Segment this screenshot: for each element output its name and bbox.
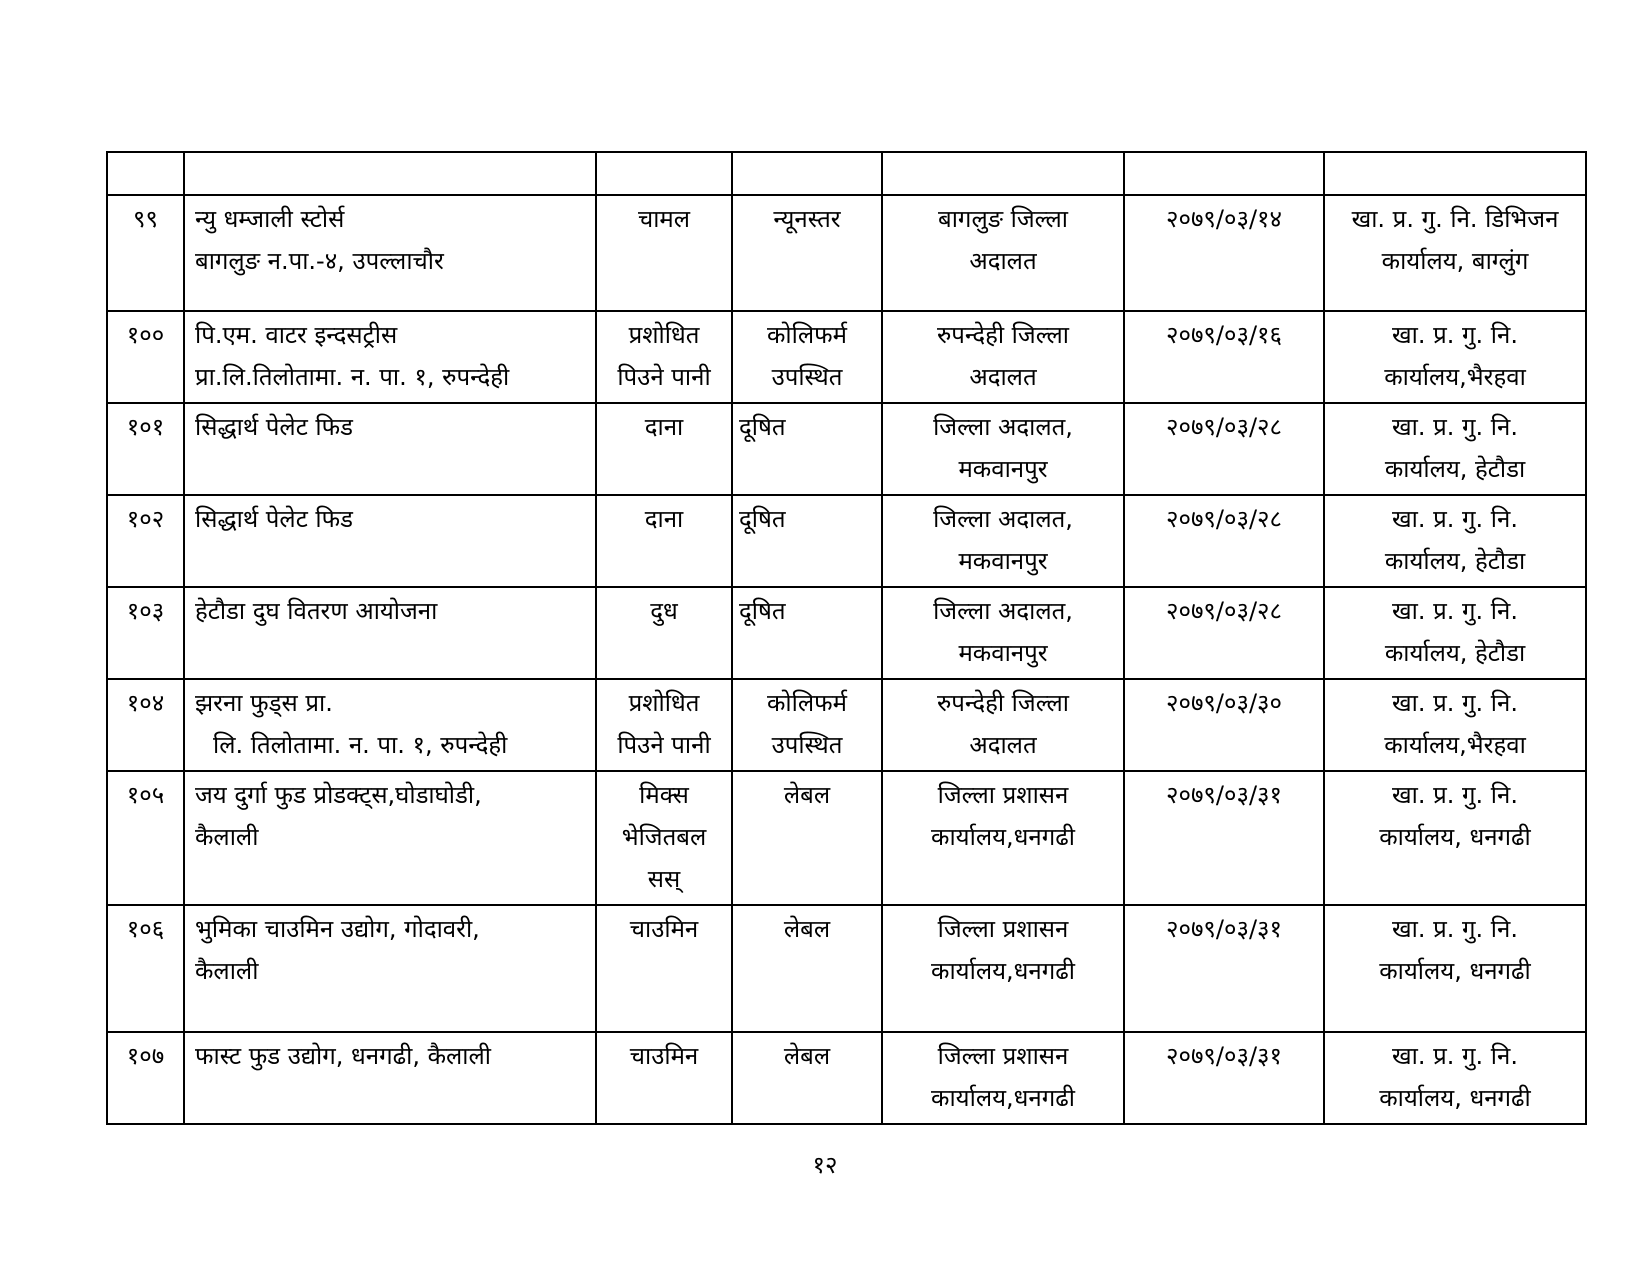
product-cell-line: दाना [644,413,684,441]
name-address-cell [184,771,596,905]
court-cell [882,403,1124,495]
name-address-cell-line: फास्ट फुड उद्योग, धनगढी, कैलाली [195,1042,491,1070]
court-cell-line: जिल्ला प्रशासन [937,781,1069,809]
date-cell [1124,771,1324,905]
office-cell-line: कार्यालय, हेटौडा [1384,455,1526,483]
product-cell-line: प्रशोधित [628,321,700,349]
office-cell-line: खा. प्र. गु. नि. [1392,915,1518,943]
product-cell [596,495,732,587]
office-cell [1324,679,1586,771]
result-cell [732,152,882,195]
table-row [107,195,1586,311]
court-cell-line: मकवानपुर [958,639,1048,667]
office-cell-line: खा. प्र. गु. नि. [1392,321,1518,349]
serial-number-cell [107,195,184,311]
result-cell [732,587,882,679]
name-address-cell [184,195,596,311]
court-cell-line: जिल्ला प्रशासन [937,915,1069,943]
serial-number-cell-text: १०० [126,321,165,349]
product-cell-line: पिउने पानी [617,363,711,391]
name-address-cell [184,587,596,679]
office-cell [1324,311,1586,403]
product-cell [596,1032,732,1124]
name-address-cell-line: भुमिका चाउमिन उद्योग, गोदावरी, [195,915,480,943]
product-cell-line: चाउमिन [629,915,699,943]
office-cell-line: खा. प्र. गु. नि. डिभिजन [1351,205,1559,233]
result-cell-line: न्यूनस्तर [773,205,841,233]
table-row [107,905,1586,1032]
office-cell [1324,587,1586,679]
date-cell-text: २०७९/०३/३० [1165,689,1282,717]
table-row [107,587,1586,679]
date-cell-text: २०७९/०३/३१ [1165,915,1282,943]
office-cell-line: कार्यालय,भैरहवा [1384,731,1526,759]
office-cell-line: खा. प्र. गु. नि. [1392,1042,1518,1070]
result-cell [732,679,882,771]
date-cell-text: २०७९/०३/३१ [1165,781,1282,809]
court-cell [882,1032,1124,1124]
table-row [107,495,1586,587]
result-cell [732,195,882,311]
product-cell-line: प्रशोधित [628,689,700,717]
product-cell-line: चाउमिन [629,1042,699,1070]
serial-number-cell-text: ९९ [133,205,158,233]
court-cell-line: कार्यालय,धनगढी [931,957,1075,985]
office-cell-line: कार्यालय, धनगढी [1379,823,1531,851]
serial-number-cell [107,679,184,771]
page-number: १२ [812,1151,838,1179]
court-cell-line: रुपन्देही जिल्ला [936,321,1070,349]
result-cell-line: लेबल [783,1042,831,1070]
office-cell-line: खा. प्र. गु. नि. [1392,413,1518,441]
result-cell [732,1032,882,1124]
product-cell [596,195,732,311]
result-cell [732,905,882,1032]
court-cell [882,152,1124,195]
date-cell [1124,1032,1324,1124]
table-row [107,679,1586,771]
court-cell [882,679,1124,771]
date-cell-text: २०७९/०३/१४ [1165,205,1282,233]
court-cell-line: जिल्ला अदालत, [933,505,1073,533]
court-cell [882,495,1124,587]
court-cell [882,311,1124,403]
serial-number-cell-text: १०३ [126,597,165,625]
serial-number-cell-text: १०६ [126,915,165,943]
table-body [107,152,1586,1124]
name-address-cell [184,495,596,587]
result-cell [732,771,882,905]
product-cell-line: दुध [650,597,678,625]
name-address-cell-line: सिद्धार्थ पेलेट फिड [195,413,353,441]
name-address-cell-line: बागलुङ न.पा.-४, उपल्लाचौर [195,247,444,275]
result-cell-line: दूषित [739,413,786,441]
name-address-cell-line: लि. तिलोतामा. न. पा. १, रुपन्देही [213,731,508,759]
court-cell-line: जिल्ला अदालत, [933,413,1073,441]
court-cell [882,771,1124,905]
product-cell [596,311,732,403]
product-cell-line: मिक्स [639,781,689,809]
name-address-cell-line: सिद्धार्थ पेलेट फिड [195,505,353,533]
product-cell [596,587,732,679]
office-cell-line: खा. प्र. गु. नि. [1392,781,1518,809]
office-cell [1324,152,1586,195]
office-cell-line: कार्यालय, बाग्लुंग [1381,247,1529,275]
result-cell-line: दूषित [739,597,786,625]
office-cell [1324,1032,1586,1124]
office-cell-line: कार्यालय,भैरहवा [1384,363,1526,391]
name-address-cell-line: प्रा.लि.तिलोतामा. न. पा. १, रुपन्देही [195,363,510,391]
court-cell [882,587,1124,679]
office-cell [1324,403,1586,495]
name-address-cell-line: कैलाली [195,957,259,985]
product-cell-line: चामल [637,205,691,233]
date-cell [1124,311,1324,403]
name-address-cell-line: न्यु धम्जाली स्टोर्स [195,205,345,233]
office-cell [1324,771,1586,905]
court-cell [882,905,1124,1032]
name-address-cell [184,403,596,495]
records-table [106,151,1587,1125]
office-cell-line: कार्यालय, धनगढी [1379,957,1531,985]
serial-number-cell-text: १०२ [126,505,165,533]
name-address-cell [184,311,596,403]
result-cell-line: लेबल [783,781,831,809]
result-cell-line: दूषित [739,505,786,533]
court-cell-line: मकवानपुर [958,547,1048,575]
product-cell [596,403,732,495]
date-cell [1124,195,1324,311]
court-cell-line: कार्यालय,धनगढी [931,1084,1075,1112]
court-cell-line: कार्यालय,धनगढी [931,823,1075,851]
serial-number-cell [107,1032,184,1124]
court-cell-line: अदालत [969,247,1037,275]
office-cell-line: खा. प्र. गु. नि. [1392,689,1518,717]
result-cell-line: लेबल [783,915,831,943]
office-cell [1324,495,1586,587]
office-cell [1324,195,1586,311]
product-cell-line: भेजितबल [621,823,707,851]
serial-number-cell [107,403,184,495]
serial-number-cell [107,152,184,195]
date-cell-text: २०७९/०३/३१ [1165,1042,1282,1070]
result-cell [732,495,882,587]
name-address-cell-line: हेटौडा दुघ वितरण आयोजना [195,597,438,625]
name-address-cell-line: जय दुर्गा फुड प्रोडक्ट्स,घोडाघोडी, [195,781,482,809]
date-cell [1124,905,1324,1032]
date-cell-text: २०७९/०३/२८ [1165,413,1282,441]
office-cell-line: कार्यालय, हेटौडा [1384,639,1526,667]
serial-number-cell [107,311,184,403]
office-cell-line: खा. प्र. गु. नि. [1392,597,1518,625]
result-cell-line: कोलिफर्म [767,689,847,717]
table-row [107,403,1586,495]
result-cell [732,311,882,403]
date-cell [1124,679,1324,771]
name-address-cell [184,152,596,195]
product-cell [596,679,732,771]
court-cell-line: रुपन्देही जिल्ला [936,689,1070,717]
name-address-cell-line: झरना फुड्स प्रा. [195,689,333,717]
date-cell-text: २०७९/०३/१६ [1165,321,1282,349]
product-cell [596,152,732,195]
serial-number-cell [107,905,184,1032]
office-cell-line: खा. प्र. गु. नि. [1392,505,1518,533]
product-cell-line: पिउने पानी [617,731,711,759]
name-address-cell [184,905,596,1032]
office-cell [1324,905,1586,1032]
product-cell-line: दाना [644,505,684,533]
result-cell [732,403,882,495]
date-cell [1124,152,1324,195]
date-cell-text: २०७९/०३/२८ [1165,597,1282,625]
table-row [107,771,1586,905]
name-address-cell [184,1032,596,1124]
name-address-cell-line: पि.एम. वाटर इन्दसट्रीस [195,321,398,349]
serial-number-cell [107,495,184,587]
date-cell-text: २०७९/०३/२८ [1165,505,1282,533]
date-cell [1124,495,1324,587]
court-cell-line: जिल्ला अदालत, [933,597,1073,625]
result-cell-line: उपस्थित [771,363,843,391]
table-row [107,311,1586,403]
court-cell-line: अदालत [969,731,1037,759]
court-cell-line: अदालत [969,363,1037,391]
product-cell [596,905,732,1032]
court-cell-line: मकवानपुर [958,455,1048,483]
court-cell-line: जिल्ला प्रशासन [937,1042,1069,1070]
serial-number-cell [107,587,184,679]
result-cell-line: उपस्थित [771,731,843,759]
name-address-cell [184,679,596,771]
product-cell [596,771,732,905]
office-cell-line: कार्यालय, हेटौडा [1384,547,1526,575]
office-cell-line: कार्यालय, धनगढी [1379,1084,1531,1112]
result-cell-line: कोलिफर्म [767,321,847,349]
table-row [107,152,1586,195]
date-cell [1124,587,1324,679]
product-cell-line: सस् [647,865,681,893]
court-cell [882,195,1124,311]
name-address-cell-line: कैलाली [195,823,259,851]
serial-number-cell-text: १०५ [126,781,165,809]
date-cell [1124,403,1324,495]
serial-number-cell [107,771,184,905]
serial-number-cell-text: १०१ [126,413,165,441]
court-cell-line: बागलुङ जिल्ला [938,205,1068,233]
table-row [107,1032,1586,1124]
serial-number-cell-text: १०४ [126,689,165,717]
serial-number-cell-text: १०७ [126,1042,165,1070]
